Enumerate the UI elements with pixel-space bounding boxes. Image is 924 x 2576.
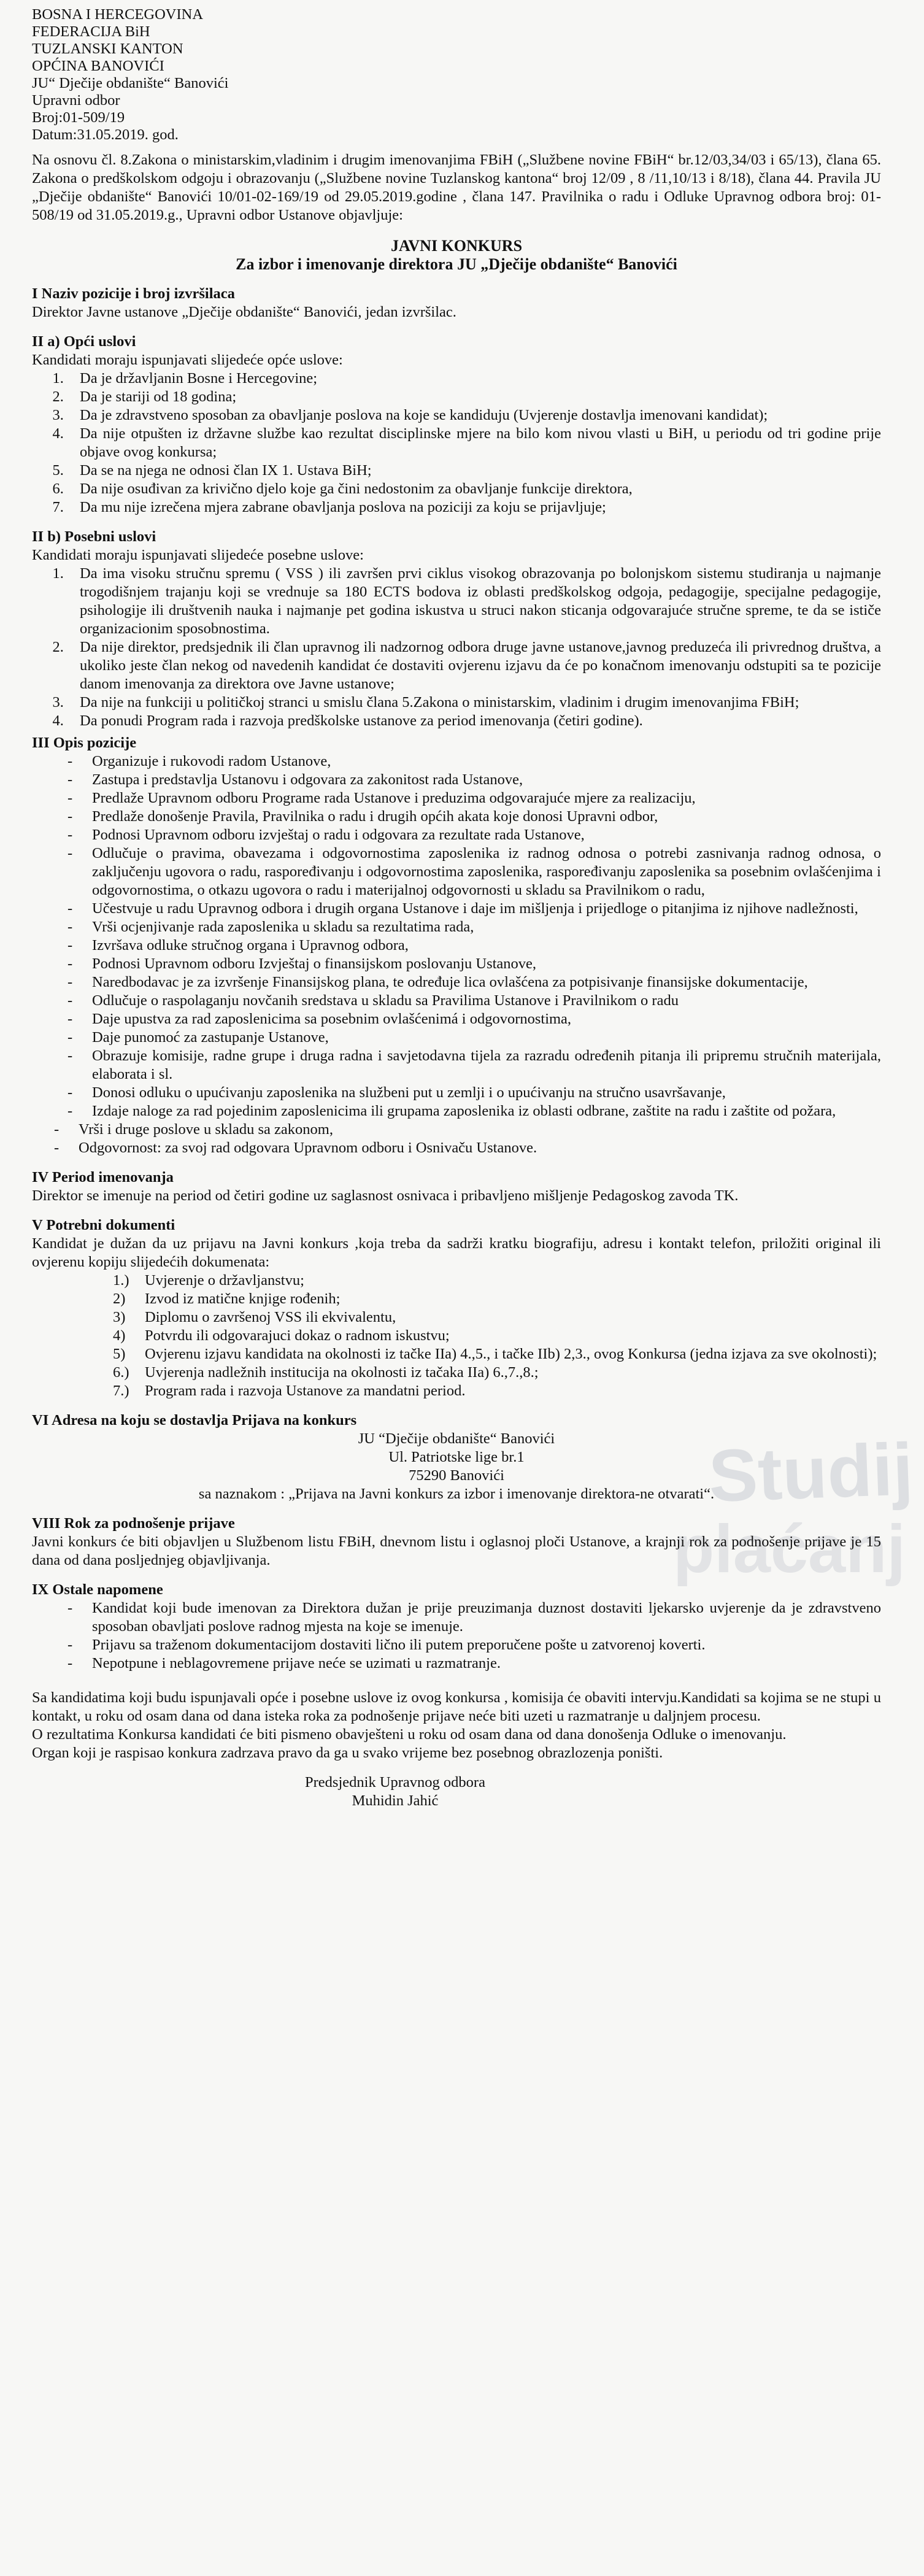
document-item-text: Uvjerenje o državljanstvu; bbox=[145, 1272, 304, 1289]
signature-role: Predsjednik Upravnog odbora bbox=[305, 1774, 485, 1791]
section-heading-deadline: VIII Rok za podnošenje prijave bbox=[32, 1515, 235, 1532]
job-duty-item: - Vrši ocjenjivanje rada zaposlenika u skladu sa rezultatima rada, bbox=[67, 918, 881, 936]
document-item bbox=[113, 1290, 881, 1308]
document-item bbox=[113, 1363, 881, 1382]
section-heading-address: VI Adresa na koju se dostavlja Prijava na konkurs bbox=[32, 1412, 357, 1429]
section-heading-special-conditions: II b) Posebni uslovi bbox=[32, 528, 156, 545]
general-condition-item: 4. Da nije otpušten iz državne službe kao rezultat disciplinske mjere na bilo kom nivou vlasti u BiH, u periodu od tri godine prije objave ovog konkursa; bbox=[67, 425, 881, 461]
job-duty-item: - Predlaže Upravnom odboru Programe rada Ustanove i preduzima odgovarajuće mjere za realizaciju, bbox=[67, 789, 881, 808]
job-duty-item: - Organizuje i rukovodi radom Ustanove, bbox=[67, 752, 881, 771]
document-item-text: Potvrdu ili odgovarajuci dokaz o radnom iskustvu; bbox=[145, 1327, 450, 1344]
job-description-list bbox=[32, 752, 881, 1157]
legal-basis-paragraph: Na osnovu čl. 8.Zakona o ministarskim,vladinim i drugim imenovanjima FBiH („Službene novine FBiH“ br.12/03,34/03 i 65/13), člana 65. Zakona o predškolskom odgoju i obrazovanju („Službene novine Tuzlanskog kantona“ broj 12/09 , 8 /11,10/13 i 8/18), člana 44. Pravila JU „Dječije obdanište“ Banovići 10/01-02-169/19 od 29.05.2019.godine , člana 147. Pravilnika o radu i Odluke Upravnog odbora broj: 01-508/19 od 31.05.2019.g., Upravni odbor Ustanove objavljuje: bbox=[32, 152, 881, 223]
document-item-number: 6.) bbox=[113, 1364, 129, 1381]
closing-paragraph: Organ koji je raspisao konkura zadrzava pravo da ga u svako vrijeme bez posebnog obrazlozenja poništi. bbox=[32, 1745, 663, 1761]
general-condition-item: 2. Da je stariji od 18 godina; bbox=[67, 388, 881, 406]
note-item: - Nepotpune i neblagovremene prijave neće se uzimati u razmatranje. bbox=[67, 1654, 881, 1673]
document-item-number: 4) bbox=[113, 1327, 126, 1344]
document-item-text: Ovjerenu izjavu kandidata na okolnosti iz tačke IIa) 4.,5., i tačke IIb) 2,3., ovog Konkursa (jedna izjava za sve okolnosti); bbox=[145, 1346, 877, 1362]
closing-paragraphs bbox=[32, 1689, 881, 1762]
bleed-through-text: plaćanj bbox=[672, 1511, 906, 1587]
document-item-number: 3) bbox=[113, 1309, 126, 1325]
general-condition-item: 5. Da se na njega ne odnosi član IX 1. Ustava BiH; bbox=[67, 461, 881, 480]
term-text: Direktor se imenuje na period od četiri godine uz saglasnost osnivaca i pribavljeno mišljenje Pedagoskog zavoda TK. bbox=[32, 1187, 739, 1204]
deadline-text: Javni konkurs će biti objavljen u Službenom listu FBiH, dnevnom listu i oglasnoj ploči Ustanove, a krajnji rok za podnošenje prijave je 15 dana od dana posljednjeg objavljivanja. bbox=[32, 1533, 881, 1568]
closing-paragraph: Sa kandidatima koji budu ispunjavali opće i posebne uslove iz ovog konkursa , komisija će obaviti intervju.Kandidati sa kojima se ne stupi u kontakt, u roku od osam dana od dana isteka roka za podnošenje prijave neće biti uzeti u razmatranje u daljnjem procesu. bbox=[32, 1689, 881, 1724]
notice-subtitle: Za izbor i imenovanje direktora JU „Dječije obdanište“ Banovići bbox=[236, 255, 677, 273]
address-line: Ul. Patriotske lige br.1 bbox=[388, 1449, 525, 1465]
document-item-text: Diplomu o završenoj VSS ili ekvivalentu, bbox=[145, 1309, 396, 1325]
issuer-header bbox=[32, 6, 881, 144]
general-conditions-intro: Kandidati moraju ispunjavati slijedeće opće uslove: bbox=[32, 352, 343, 368]
envelope-note: sa naznakom : „Prijava na Javni konkurs za izbor i imenovanje direktora-ne otvarati“. bbox=[198, 1486, 715, 1502]
section-heading-documents: V Potrebni dokumenti bbox=[32, 1217, 175, 1233]
header-line: TUZLANSKI KANTON bbox=[32, 40, 183, 57]
general-condition-item: 1. Da je državljanin Bosne i Hercegovine; bbox=[67, 369, 881, 388]
section-heading-general-conditions: II a) Opći uslovi bbox=[32, 333, 136, 350]
document-item bbox=[113, 1308, 881, 1327]
general-conditions-list bbox=[32, 369, 881, 517]
bleed-through-text: Studij bbox=[707, 1428, 915, 1517]
special-condition-item: 1. Da ima visoku stručnu spremu ( VSS ) ili završen prvi ciklus visokog obrazovanja po bolonjskom sistemu studiranja u najmanje trogodišnjem trajanju koji se vrednuje sa 180 ECTS bodova iz oblasti predškolskog odgoja, pedagogije, specijalne pedagogije, psihologije ili društvenih nauka i najmanje pet godina iskustva u struci nakon sticanja odgovarajuće stručne spreme, te da se ističe organizacionim sposobnostima. bbox=[67, 565, 881, 638]
job-duty-item: - Podnosi Upravnom odboru Izvještaj o finansijskom poslovanju Ustanove, bbox=[67, 955, 881, 973]
header-line: OPĆINA BANOVIĆI bbox=[32, 58, 164, 74]
job-duty-item: - Odgovornost: za svoj rad odgovara Upravnom odboru i Osnivaču Ustanove. bbox=[54, 1139, 881, 1157]
other-notes-list bbox=[32, 1599, 881, 1673]
job-duty-item: - Naredbodavac je za izvršenje Finansijskog plana, te određuje lica ovlašćena za potpisivanje finansijske dokumentacije, bbox=[67, 973, 881, 992]
note-item: - Kandidat koji bude imenovan za Direktora dužan je prije preuzimanja duznost dostaviti ljekarsko uvjerenje da je zdravstveno sposoban obavljati poslove radnog mjesta na koje se imenuje. bbox=[67, 1599, 881, 1636]
document-item bbox=[113, 1271, 881, 1290]
job-duty-item: - Obrazuje komisije, radne grupe i druga radna i savjetodavna tijela za razradu određenih pitanja ili pripremu stručnih materijala, elaborata i sl. bbox=[67, 1047, 881, 1084]
job-duty-item: - Izdaje naloge za rad pojedinim zaposlenicima ili grupama zaposlenika iz oblasti odbrane, zaštite na radu i zaštite od požara, bbox=[67, 1102, 881, 1120]
general-condition-item: 6. Da nije osuđivan za krivično djelo koje ga čini nedostonim za obavljanje funkcije direktora, bbox=[67, 480, 881, 498]
header-line: BOSNA I HERCEGOVINA bbox=[32, 6, 204, 23]
header-line: JU“ Dječije obdanište“ Banovići bbox=[32, 75, 229, 91]
note-item: - Prijavu sa traženom dokumentacijom dostaviti lično ili putem preporučene pošte u zatvorenoj koverti. bbox=[67, 1636, 881, 1654]
job-duty-item: - Donosi odluku o upućivanju zaposlenika na službeni put u zemlji i o upućivanju na stručno usavršavanje, bbox=[67, 1084, 881, 1102]
special-conditions-list bbox=[32, 565, 881, 730]
header-line: Broj:01-509/19 bbox=[32, 109, 125, 126]
job-duty-item: - Odlučuje o raspolaganju novčanih sredstava u skladu sa Pravilima Ustanove i Pravilnikom o radu bbox=[67, 992, 881, 1010]
job-duty-item: - Odlučuje o pravima, obavezama i odgovornostima zaposlenika iz radnog odnosa o potrebi zasnivanja radnog odnosa, o zaključenju ugovora o radu, raspoređivanju i odgovornostima zaposlenika, raspoređivanju zaposlenika sa posebnim ovlašćenjima i odgovornostima, o otkazu ugovora o radu i materijalnoj odgovornosti u skladu sa Pravilnikom o radu, bbox=[67, 844, 881, 900]
notice-title: JAVNI KONKURS bbox=[390, 237, 523, 255]
closing-paragraph: O rezultatima Konkursa kandidati će biti pismeno obavješteni u roku od osam dana od dana donošenja Odluke o imenovanju. bbox=[32, 1726, 787, 1743]
document-item bbox=[113, 1327, 881, 1345]
special-condition-item: 4. Da ponudi Program rada i razvoja predškolske ustanove za period imenovanja (četiri godine). bbox=[67, 712, 881, 730]
document-item bbox=[113, 1382, 881, 1400]
document-item-number: 1.) bbox=[113, 1272, 129, 1289]
document-item-text: Izvod iz matične knjige rođenih; bbox=[145, 1290, 341, 1307]
job-duty-item: - Daje punomoć za zastupanje Ustanove, bbox=[67, 1028, 881, 1047]
special-condition-item: 3. Da nije na funkciji u političkoj stranci u smislu člana 5.Zakona o ministarskim, vladinim i drugim imenovanjima FBiH; bbox=[67, 693, 881, 712]
section-heading-term: IV Period imenovanja bbox=[32, 1169, 174, 1186]
job-duty-item: - Predlaže donošenje Pravila, Pravilnika o radu i drugih općih akata koje donosi Upravni odbor, bbox=[67, 808, 881, 826]
section-heading-job-description: III Opis pozicije bbox=[32, 735, 137, 751]
section-heading-position: I Naziv pozicije i broj izvršilaca bbox=[32, 285, 235, 302]
document-item-number: 5) bbox=[113, 1346, 126, 1362]
job-duty-item: - Zastupa i predstavlja Ustanovu i odgovara za zakonitost rada Ustanove, bbox=[67, 771, 881, 789]
document-item-number: 2) bbox=[113, 1290, 126, 1307]
document-item bbox=[113, 1345, 881, 1363]
general-condition-item: 7. Da mu nije izrečena mjera zabrane obavljanja poslova na poziciji za koju se prijavljuje; bbox=[67, 498, 881, 517]
job-duty-item: - Učestvuje u radu Upravnog odbora i drugih organa Ustanove i daje im mišljenja i prijedloge o pitanjima iz njihove nadležnosti, bbox=[67, 900, 881, 918]
documents-intro: Kandidat je dužan da uz prijavu na Javni konkurs ,koja treba da sadrži kratku biografiju, adresu i kontakt telefon, priložiti original ili ovjerenu kopiju slijedećih dokumenata: bbox=[32, 1235, 881, 1270]
delivery-address bbox=[32, 1430, 881, 1485]
signature-name: Muhidin Jahić bbox=[352, 1792, 439, 1809]
header-line: FEDERACIJA BiH bbox=[32, 23, 150, 40]
job-duty-item: - Podnosi Upravnom odboru izvještaj o radu i odgovara za rezultate rada Ustanove, bbox=[67, 826, 881, 844]
header-line: Upravni odbor bbox=[32, 92, 120, 109]
address-line: JU “Dječije obdanište“ Banovići bbox=[358, 1430, 555, 1447]
special-conditions-intro: Kandidati moraju ispunjavati slijedeće posebne uslove: bbox=[32, 547, 364, 563]
document-item-text: Program rada i razvoja Ustanove za mandatni period. bbox=[145, 1382, 466, 1399]
general-condition-item: 3. Da je zdravstveno sposoban za obavljanje poslova na koje se kandiduju (Uvjerenje dostavlja imenovani kandidat); bbox=[67, 406, 881, 425]
job-duty-item: - Daje upustva za rad zaposlenicima sa posebnim ovlašćenimá i odgovornostima, bbox=[67, 1010, 881, 1028]
job-duty-item: - Izvršava odluke stručnog organa i Upravnog odbora, bbox=[67, 936, 881, 955]
signature-block bbox=[32, 1773, 881, 1810]
special-condition-item: 2. Da nije direktor, predsjednik ili član upravnog ili nadzornog odbora druge javne ustanove,javnog preduzeća ili privrednog društva, a ukoliko jeste član nekog od navedenih kandidat će dostaviti ovjerenu izjavu da će po konačnom imenovanju odstupiti sa te pozicije danom imenovanja za direktora ove Javne ustanove; bbox=[67, 638, 881, 693]
document-item-text: Uvjerenja nadležnih institucija na okolnosti iz tačaka IIa) 6.,7.,8.; bbox=[145, 1364, 539, 1381]
job-duty-item: - Vrši i druge poslove u skladu sa zakonom, bbox=[54, 1120, 881, 1139]
section-text-position: Direktor Javne ustanove „Dječije obdanište“ Banovići, jedan izvršilac. bbox=[32, 304, 456, 320]
section-heading-other-notes: IX Ostale napomene bbox=[32, 1581, 163, 1598]
documents-list bbox=[32, 1271, 881, 1400]
address-line: 75290 Banovići bbox=[409, 1467, 504, 1484]
header-line: Datum:31.05.2019. god. bbox=[32, 126, 179, 143]
document-item-number: 7.) bbox=[113, 1382, 129, 1399]
